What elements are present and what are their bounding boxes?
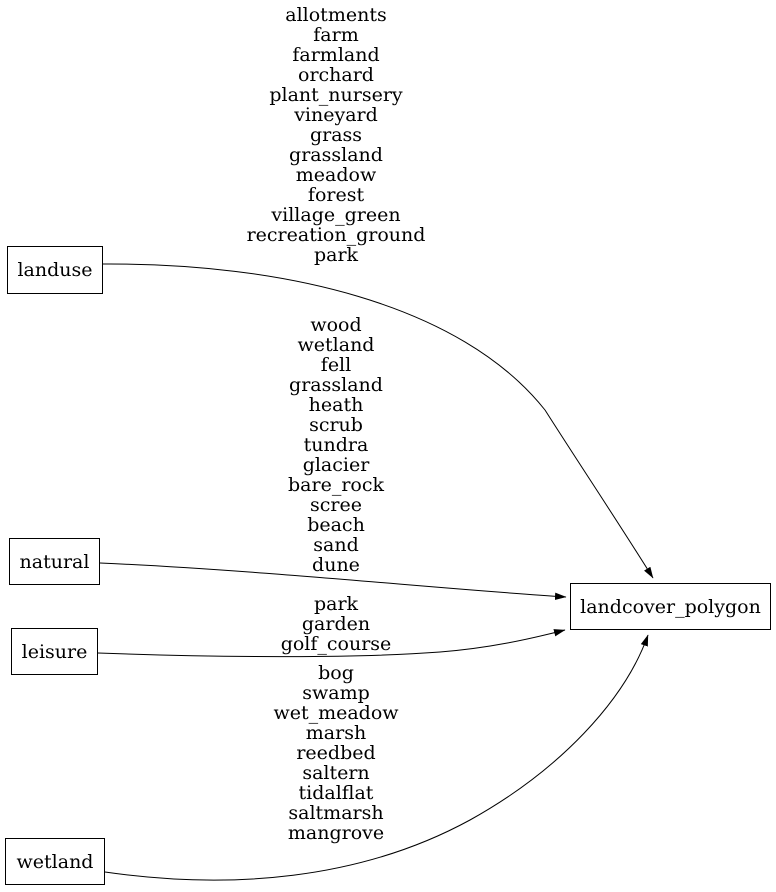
edge-value-line: golf_course [280,633,392,655]
edge-value-line: marsh [305,722,367,744]
edge-value-line: swamp [302,682,370,704]
node-leisure: leisure [11,628,98,675]
edge-value-line: grassland [289,144,383,166]
edge-value-line: dune [312,554,360,576]
edge-value-line: plant_nursery [269,84,403,106]
edge-value-line: glacier [302,454,370,476]
edge-value-line: garden [301,613,371,635]
edge-label-leisure-values [186,594,486,654]
edge-value-line: recreation_ground [246,224,426,246]
edge-value-line: park [313,593,359,615]
edge-value-line: farmland [292,44,380,66]
edge-value-line: beach [307,514,365,536]
edge-value-line: grass [309,124,363,146]
edge-value-line: vineyard [294,104,378,126]
node-landcover-polygon: landcover_polygon [570,583,771,630]
node-landuse: landuse [7,246,103,294]
node-wetland: wetland [5,838,105,885]
edge-value-line: mangrove [287,822,385,844]
edge-value-line: farm [313,24,359,46]
edge-value-line: heath [308,394,364,416]
node-natural: natural [9,538,100,585]
edge-value-line: wet_meadow [273,702,399,724]
edge-value-line: reedbed [296,742,376,764]
edge-value-line: saltern [302,762,370,784]
edge-value-line: park [313,244,359,266]
edge-value-line: scrub [309,414,363,436]
edge-value-line: wetland [297,334,375,356]
edge-value-line: bare_rock [288,474,384,496]
edge-value-line: tundra [303,434,369,456]
edge-value-line: orchard [298,64,374,86]
edge-value-line: tidalflat [298,782,374,804]
edge-value-line: forest [307,184,365,206]
edge-label-landuse-values [186,5,486,265]
edge-value-line: scree [310,494,362,516]
edge-value-line: sand [313,534,359,556]
edge-label-natural-values [186,315,486,575]
edge-value-line: allotments [285,4,387,26]
edge-value-line: bog [318,662,354,684]
edge-value-line: village_green [271,204,401,226]
edge-label-wetland-values [186,663,486,843]
edge-value-line: grassland [289,374,383,396]
edge-value-line: wood [310,314,362,336]
edge-value-line: fell [320,354,352,376]
edge-value-line: saltmarsh [288,802,384,824]
edge-value-line: meadow [295,164,377,186]
